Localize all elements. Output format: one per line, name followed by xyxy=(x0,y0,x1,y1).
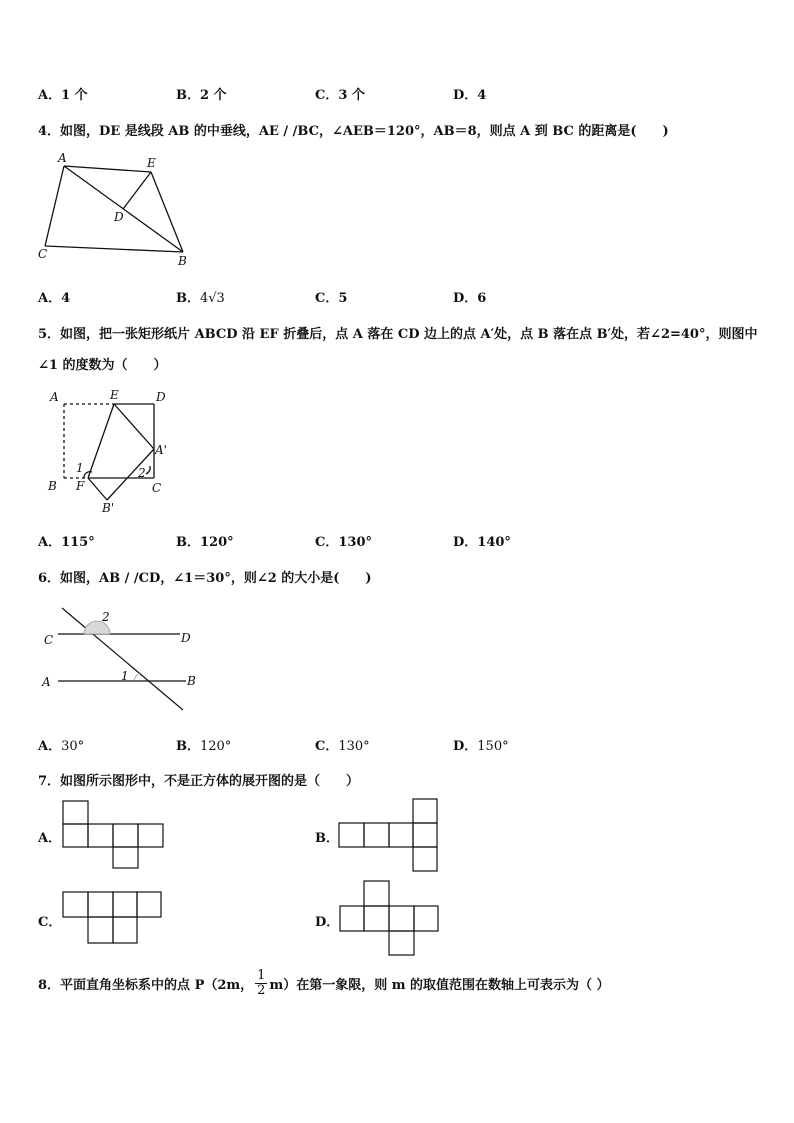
q3-option-c: C．3 个 xyxy=(315,88,365,103)
q7-option-d-label: D． xyxy=(315,915,340,930)
q7-net-b xyxy=(336,797,440,873)
q6-option-d-value: 150° xyxy=(477,739,509,754)
q5-label-c: C xyxy=(152,481,162,495)
q8-fraction-numerator: 1 xyxy=(257,967,266,983)
q5-label-f: F xyxy=(76,479,85,493)
q4-figure xyxy=(30,148,200,270)
q7-option-b-label: B． xyxy=(315,831,339,846)
q6-label-a: A xyxy=(42,675,51,689)
q5-label-a: A xyxy=(50,390,59,404)
q7-option-a-label: A． xyxy=(38,831,62,846)
q4-label-a: A xyxy=(58,151,67,165)
q6-stem: 6．如图，AB / /CD，∠1＝30°，则∠2 的大小是( ) xyxy=(38,571,372,586)
q4-option-a: A．4 xyxy=(38,291,71,306)
q6-label-b: B xyxy=(187,674,196,688)
q4-option-c: C．5 xyxy=(315,291,348,306)
q4-label-d: D xyxy=(114,210,124,224)
q5-option-d: D．140° xyxy=(453,535,511,550)
q7-option-c-label: C． xyxy=(38,915,62,930)
q4-label-c: C xyxy=(38,247,48,261)
q6-option-d: D．150° xyxy=(453,739,509,754)
q6-figure xyxy=(36,600,206,715)
q5-option-b: B．120° xyxy=(176,535,234,550)
q4-stem: 4．如图，DE 是线段 AB 的中垂线，AE / /BC，∠AEB＝120°，AB＝8，则点 A 到 BC 的距离是( ) xyxy=(38,124,669,139)
q5-label-angle-1: 1 xyxy=(76,461,84,475)
q5-option-a: A．115° xyxy=(38,535,95,550)
q7-stem: 7．如图所示图形中，不是正方体的展开图的是（ ） xyxy=(38,774,360,789)
q5-label-a-prime: A' xyxy=(155,443,167,457)
q3-option-b: B．2 个 xyxy=(176,88,227,103)
q6-label-angle-1: 1 xyxy=(121,669,129,683)
q5-label-b-prime: B' xyxy=(102,501,115,514)
q5-label-d: D xyxy=(156,390,166,404)
q8-stem-after: m）在第一象限，则 m 的取值范围在数轴上可表示为（ ） xyxy=(269,977,610,993)
q8-fraction xyxy=(255,969,267,998)
q4-option-d: D．6 xyxy=(453,291,487,306)
q5-label-e: E xyxy=(110,388,119,402)
q5-stem-line2: ∠1 的度数为（ ） xyxy=(38,358,167,373)
q5-figure xyxy=(40,386,180,514)
q5-option-c: C．130° xyxy=(315,535,372,550)
q5-stem-line1: 5．如图，把一张矩形纸片 ABCD 沿 EF 折叠后，点 A 落在 CD 边上的点 A′处，点 B 落在点 B′处，若∠2=40°，则图中 xyxy=(38,327,758,342)
q6-option-c: C．130° xyxy=(315,739,370,754)
q6-option-b: B．120° xyxy=(176,739,232,754)
q3-option-d: D．4 xyxy=(453,88,487,103)
q6-option-a: A．30° xyxy=(38,739,85,754)
q8-stem xyxy=(38,964,610,1002)
q7-net-d xyxy=(337,879,441,957)
q6-label-angle-2: 2 xyxy=(102,610,110,624)
q4-option-b-value: 4√3 xyxy=(200,291,225,306)
q5-label-angle-2: 2 xyxy=(138,466,146,480)
q4-option-b: B．4√3 xyxy=(176,291,225,306)
q5-label-b: B xyxy=(48,479,57,493)
q6-option-b-value: 120° xyxy=(200,739,232,754)
q4-label-b: B xyxy=(178,254,187,268)
q6-option-c-value: 130° xyxy=(338,739,370,754)
q6-option-a-value: 30° xyxy=(61,739,85,754)
q6-label-d: D xyxy=(181,631,191,645)
q8-stem-before: 8．平面直角坐标系中的点 P（2m， xyxy=(38,977,254,993)
q8-fraction-denominator: 2 xyxy=(257,982,266,998)
q6-label-c: C xyxy=(44,633,54,647)
q7-net-c xyxy=(60,890,164,946)
q7-net-a xyxy=(60,798,170,870)
q3-option-a: A．1 个 xyxy=(38,88,88,103)
q4-label-e: E xyxy=(147,156,156,170)
